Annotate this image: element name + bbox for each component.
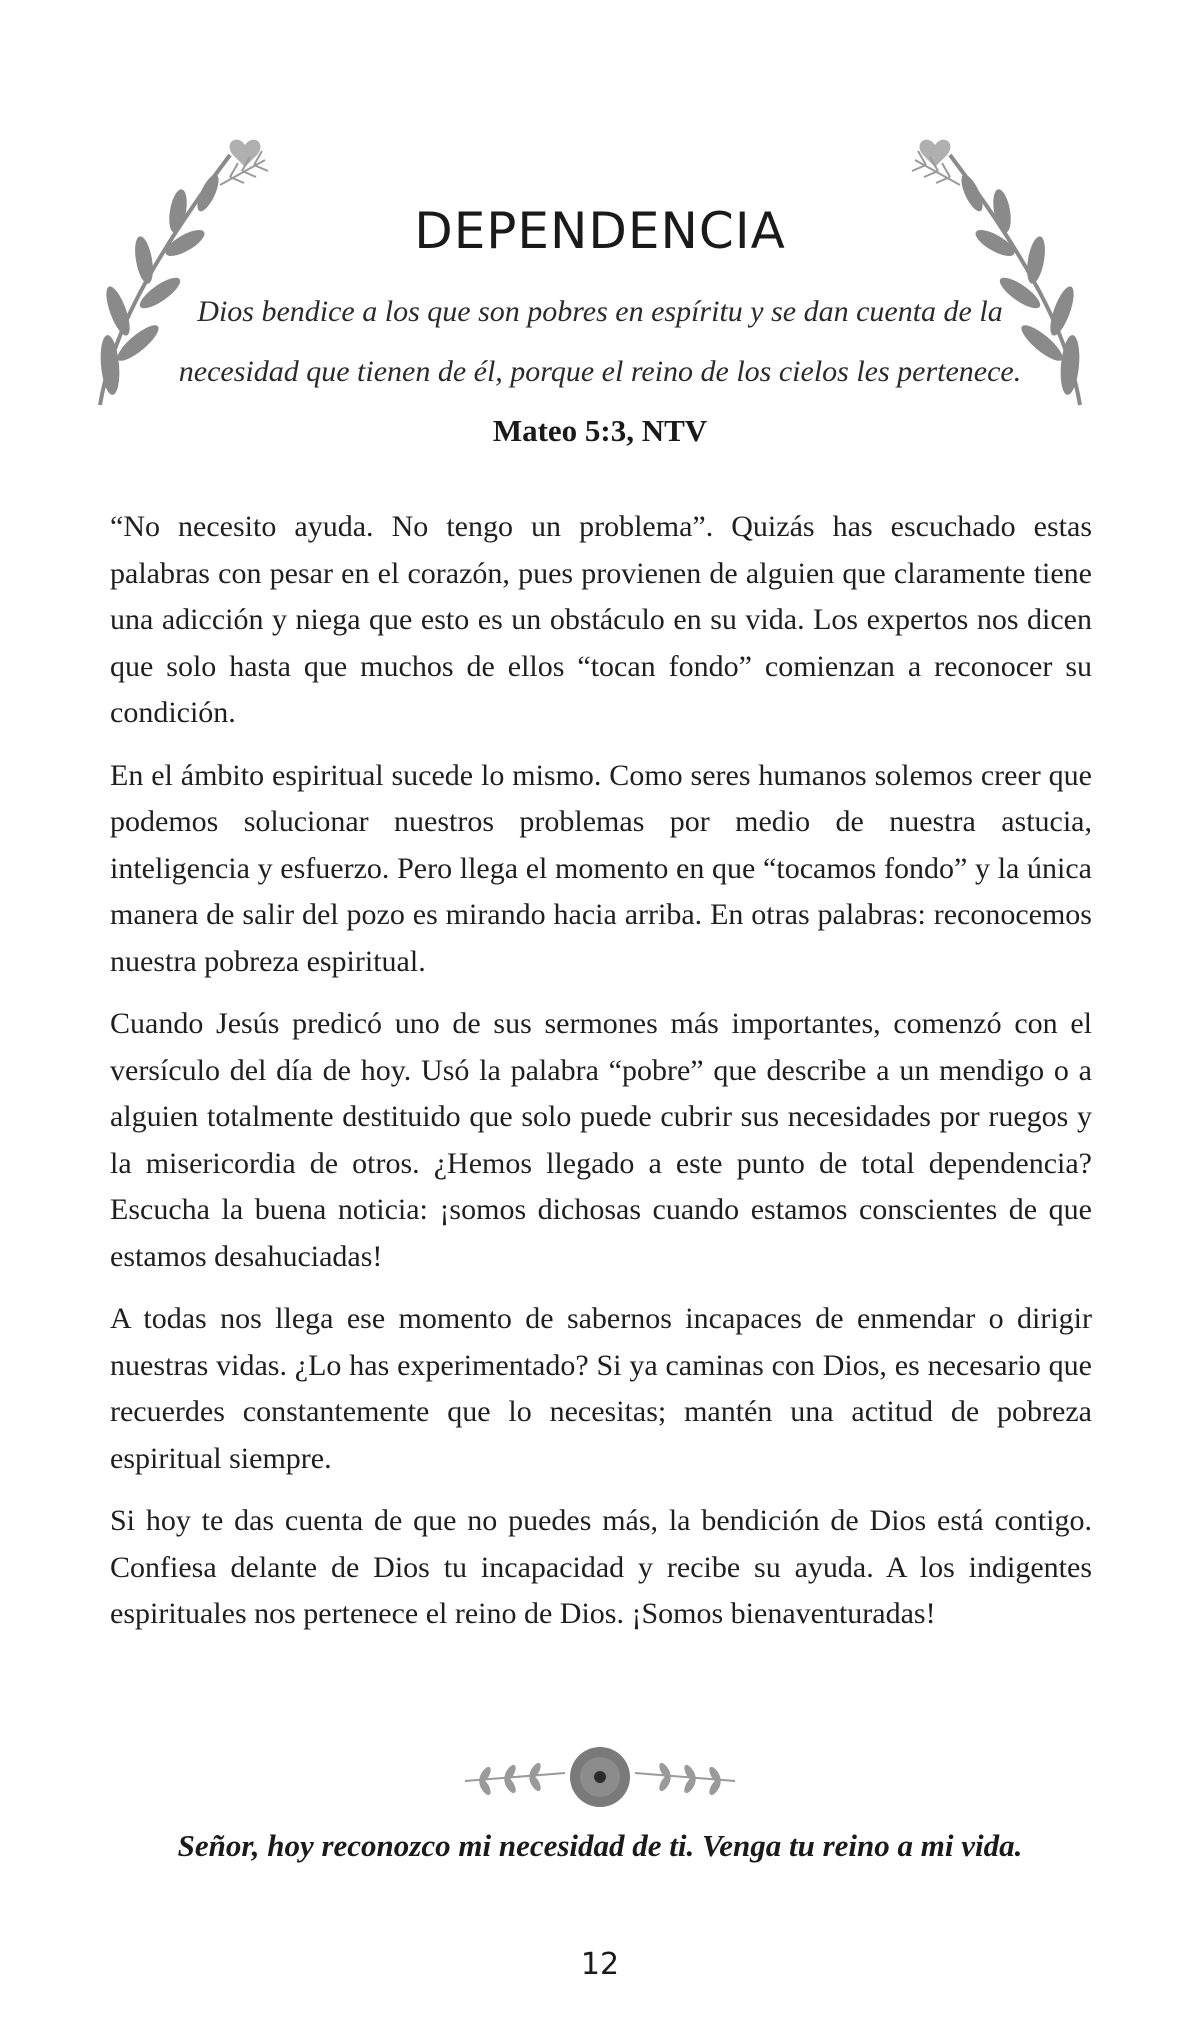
paragraph: En el ámbito espiritual sucede lo mismo. Como seres humanos solemos creer que podemos solucionar nuestros problemas por medio de nuestra astucia, inteligencia y esfuerzo. Pero llega el momento en que “tocamos fondo” y la única manera de salir del pozo es mirando hacia arriba. En otras palabras: reconocemos nuestra pobreza espiritual.: [110, 758, 1092, 978]
paragraph: A todas nos llega ese momento de sabernos incapaces de enmendar o dirigir nuestras vidas. ¿Lo has experimentado? Si ya caminas con Dios, es necesario que recuerdes constantemente que lo necesitas; mantén una actitud de pobreza espiritual siempre.: [110, 1302, 1092, 1475]
paragraph: “No necesito ayuda. No tengo un problema”. Quizás has escuchado estas palabras con pesar en el corazón, pues provienen de alguien que claramente tiene una adicción y niega que esto es un obstáculo en su vida. Los expertos nos dicen que solo hasta que muchos de ellos “tocan fondo” comienzan a reconocer su condición.: [110, 510, 1092, 729]
paragraph: Cuando Jesús predicó uno de sus sermones más importantes, comenzó con el versículo del día de hoy. Usó la palabra “pobre” que describe a un mendigo o a alguien totalmente destituido que solo puede cubrir sus necesidades por ruegos y la misericordia de otros. ¿Hemos llegado a este punto de total dependencia? Escucha la buena noticia: ¡somos dichosas cuando estamos conscientes de que estamos desahuciadas!: [110, 1007, 1092, 1273]
flower-divider-icon: [455, 1735, 745, 1815]
page-title: DEPENDENCIA: [414, 201, 786, 260]
scripture-reference: Mateo 5:3, NTV: [492, 413, 708, 448]
page-number: 12: [580, 1947, 620, 1982]
paragraph: Si hoy te das cuenta de que no puedes más, la bendición de Dios está contigo. Confiesa delante de Dios tu incapacidad y recibe su ayuda. A los indigentes espirituales nos pertenece el reino de Dios. ¡Somos bienaventuradas!: [110, 1504, 1092, 1630]
body-text: [110, 504, 1092, 1654]
closing-prayer: Señor, hoy reconozco mi necesidad de ti. Venga tu reino a mi vida.: [177, 1828, 1023, 1863]
scripture-verse: Dios bendice a los que son pobres en espíritu y se dan cuenta de la necesidad que tienen de él, porque el reino de los cielos les pertenece.: [178, 295, 1022, 388]
